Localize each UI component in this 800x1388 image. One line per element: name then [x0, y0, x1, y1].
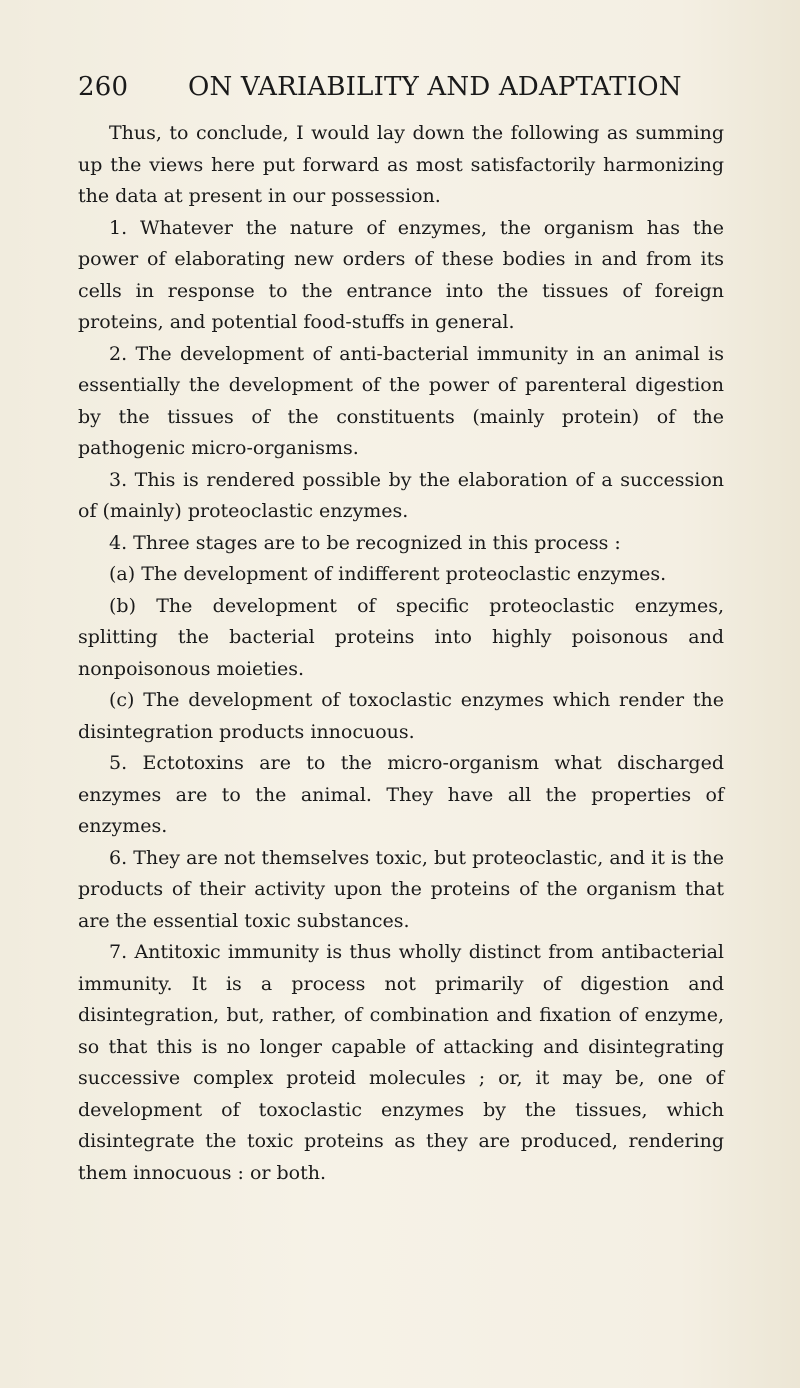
paragraph-point-4c: (c) The development of toxoclastic enzymes which render the disintegration products innocuous. — [78, 689, 724, 743]
paragraph-point-2: 2. The development of anti-bacterial immunity in an animal is essentially the development of the power of parenteral digestion by the tissues of the constituents (mainly protein) of the pathogenic micro-organisms. — [78, 342, 724, 459]
paragraph-point-1: 1. Whatever the nature of enzymes, the organism has the power of elaborating new orders of these bodies in and from its cells in response to the entrance into the tissues of foreign proteins, and potential food-stuffs in general. — [78, 216, 724, 333]
paragraph-intro: Thus, to conclude, I would lay down the following as summing up the views here put forward as most satisfactorily harmonizing the data at present in our possession. — [78, 122, 724, 207]
paragraph-point-4b: (b) The development of specific proteoclastic enzymes, splitting the bacterial proteins into highly poisonous and nonpoisonous moieties. — [78, 594, 724, 680]
body-text — [78, 118, 724, 1189]
paragraph-point-6: 6. They are not themselves toxic, but proteoclastic, and it is the products of their activity upon the proteins of the organism that are the essential toxic substances. — [78, 846, 724, 932]
page-header — [78, 72, 724, 108]
paragraph-point-4: 4. Three stages are to be recognized in this process : — [109, 531, 621, 554]
paragraph-point-7: 7. Antitoxic immunity is thus wholly distinct from antibacterial immunity. It is a process not primarily of digestion and disintegration, but, rather, of combination and fixation of enzyme, so that this is no longer capable of attacking and disintegrating successive complex proteid molecules ; or, it may be, one of development of toxoclastic enzymes by the tissues, which disintegrate the toxic proteins as they are produced, rendering them innocuous : or both. — [78, 941, 724, 1184]
paragraph-point-5: 5. Ectotoxins are to the micro-organism what discharged enzymes are to the animal. They have all the properties of enzymes. — [78, 752, 724, 837]
paragraph-point-4a: (a) The development of indifferent proteoclastic enzymes. — [109, 563, 667, 585]
running-head: ON VARIABILITY AND ADAPTATION — [188, 72, 682, 102]
page-number: 260 — [78, 72, 129, 102]
paragraph-point-3: 3. This is rendered possible by the elaboration of a succession of (mainly) proteoclastic enzymes. — [78, 468, 724, 522]
